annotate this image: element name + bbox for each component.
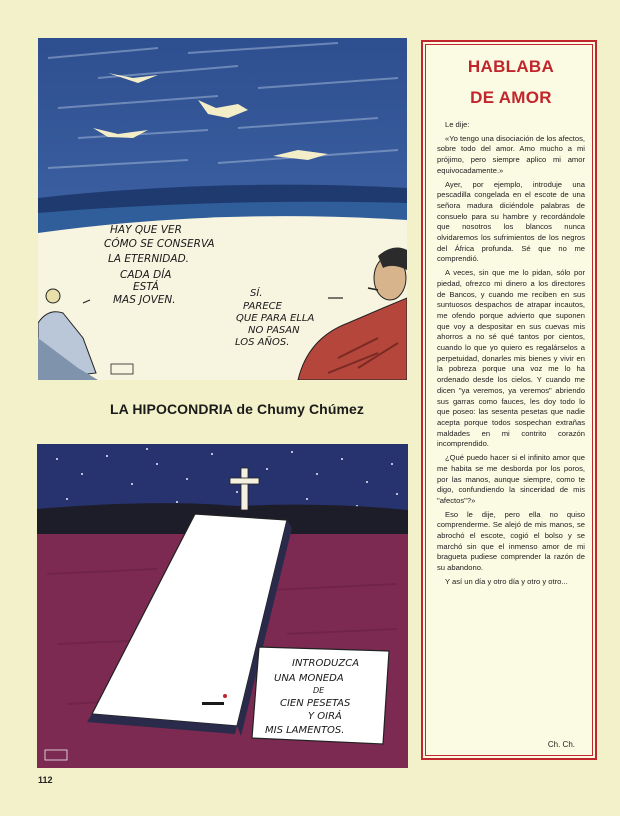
speech-left-line: CADA DÍA bbox=[120, 269, 172, 281]
cartoon-eternity bbox=[38, 38, 407, 380]
sign-line: UNA MONEDA bbox=[274, 673, 344, 684]
article-signature: Ch. Ch. bbox=[547, 740, 575, 749]
article-paragraph: ¿Qué puedo hacer si el infinito amor que me habita se me desborda por los poros, por las manos, aunque siempre, como te digo, confundiendo la sinceridad de mis "afectos"?» bbox=[437, 453, 585, 505]
article-paragraph: Y así un día y otro día y otro y otro... bbox=[445, 576, 568, 586]
cartoon-eternity-drawing bbox=[38, 38, 407, 380]
caption-connector: de bbox=[232, 401, 258, 417]
sign-line: DE bbox=[313, 686, 325, 695]
speech-right-line: PARECE bbox=[243, 301, 282, 312]
article-paragraph: A veces, sin que me lo pidan, sólo por piedad, ofrezco mi dinero a los directores de Bancos, y cuando me reciben en sus suntuosos despachos de atrapar incautos, me ofendo porque advierto que suponen que voy a despositar en sus cuevas mis ahorros a no sé qué tantos por cientos, cuando lo que yo quiero es regalárselos a perpetuidad, donarles mis bienes y vivir en la pobreza porque una voz me lo ha ordenado desde los cielos. Y cuando me dicen "ya veremos, ya veremos" abriendo sus garras como fauces, les doy todo lo que poseo: las sesenta pesetas que nadie acepta porque todos sospechan extrañas maldades en mi contrito corazón incomprendido. bbox=[437, 268, 585, 449]
article-paragraph: Le dije: bbox=[445, 120, 470, 129]
article-paragraph: «Yo tengo una disociación de los afectos, sobre todo del amor. Amo mucho a mi prójimo, pero siempre aplico mi amor equivocadamente.» bbox=[437, 133, 585, 175]
article-body bbox=[437, 120, 585, 591]
caption-title: LA HIPOCONDRIA bbox=[110, 401, 233, 417]
article-box bbox=[421, 40, 597, 760]
sign-line: MIS LAMENTOS. bbox=[265, 725, 345, 736]
article-paragraph: Ayer, por ejemplo, introduje una pescadilla congelada en el escote de una señora madura diciéndole palabras de consuelo para su hambre y recordándole que nosotros los blancos nunca olvidaremos los sufrimientos de los negros del África profunda. Sé que no me comprendió. bbox=[437, 179, 585, 264]
sign-line: INTRODUZCA bbox=[292, 658, 360, 669]
coin-slot-marker bbox=[223, 694, 227, 698]
article-paragraph: Eso le dije, pero ella no quiso comprenderme. Se alejó de mis manos, se abrochó el escote, cogió el bolso y se marchó sin que el inmenso amor de mi bragueta pudiese comprender la razón de su abandono. bbox=[437, 509, 585, 573]
speech-right-line: NO PASAN bbox=[248, 325, 300, 336]
speech-left-line: CÓMO SE CONSERVA bbox=[104, 238, 215, 250]
sign-line: Y OIRÁ bbox=[308, 711, 342, 722]
article-title-line1: HABLABA bbox=[467, 57, 555, 76]
speech-right-line: SÍ. bbox=[250, 288, 263, 299]
page-number: 112 bbox=[38, 775, 53, 785]
cartoon-caption bbox=[110, 401, 365, 417]
sign-line: CIEN PESETAS bbox=[280, 698, 351, 709]
coin-slot bbox=[202, 702, 224, 705]
speech-left-line: HAY QUE VER bbox=[110, 224, 182, 236]
cartoon-tomb bbox=[37, 444, 408, 768]
cartoon-tomb-drawing bbox=[37, 444, 408, 768]
article-title-line2: DE AMOR bbox=[470, 88, 552, 107]
caption-author: Chumy Chúmez bbox=[257, 401, 365, 417]
speech-left-line: LA ETERNIDAD. bbox=[108, 253, 189, 265]
speech-left-line: ESTÁ bbox=[133, 281, 159, 293]
speech-left-line: MAS JOVEN. bbox=[113, 294, 176, 306]
speech-right-line: LOS AÑOS. bbox=[235, 337, 290, 348]
speech-right-line: QUE PARA ELLA bbox=[236, 313, 315, 324]
